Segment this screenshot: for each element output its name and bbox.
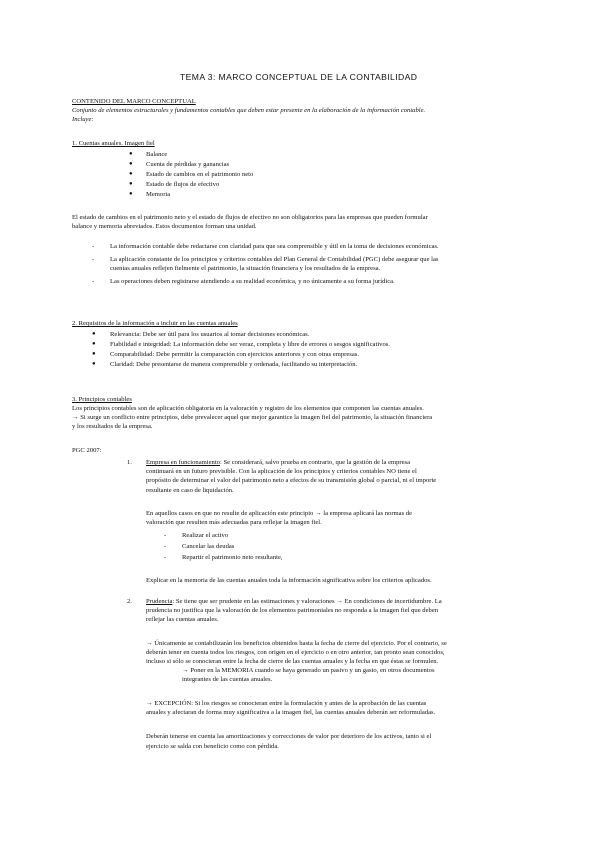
principle-text: → Poner en la MEMORIA cuando se haya generado un pasivo y un gasto, en otros documentos — [182, 667, 435, 674]
section-heading-cuentas-anuales: 1. Cuentas anuales. Imagen fiel — [72, 140, 155, 147]
paragraph-line: y los resultados de la empresa. — [72, 423, 153, 430]
bullet-icon: ● — [92, 361, 96, 367]
list-item: Memoria — [146, 191, 171, 198]
list-item: Estado de flujos de efectivo — [146, 181, 220, 188]
dash-item: La información contable debe redactarse con claridad para que sea comprensible y útil en la toma de decisiones económicas. — [110, 243, 439, 250]
principle-text: reflejar las cuentas anuales. — [146, 616, 219, 623]
principle-text: → Únicamente se contabilizarán los beneficios obtenidos hasta la fecha de cierre del ejercicio. Por el contrario, se — [146, 640, 447, 647]
principle-text: prudencia no justifica que la valoración de los elementos patrimoniales no responda a la imagen fiel que deben — [146, 607, 439, 614]
list-item: Relevancia: Debe ser útil para los usuarios al tomar decisiones económicas. — [110, 331, 310, 338]
list-item: Cuenta de pérdidas y ganancias — [146, 161, 230, 168]
principle-text: : Se tiene que ser prudente en las estimaciones y valoraciones → En condiciones de incertidumbre. La — [172, 598, 442, 605]
bullet-icon: ● — [129, 171, 133, 177]
sub-item: Cancelar las deudas — [182, 543, 235, 550]
dash-marker: - — [164, 543, 167, 550]
principle-text: Deberán tenerse en cuenta las amortizaciones y correcciones de valor por deterioro de los activos, tanto si el — [146, 733, 432, 740]
dash-marker: - — [164, 554, 167, 561]
dash-item: La aplicación constante de los principios y criterios contables del Plan General de Contabilidad (PGC) debe asegurar que las — [110, 256, 439, 263]
principle-text: incluso si sólo se conocieran entre la fecha de cierre de las cuentas anuales y la fecha en que éstas se formulen. — [146, 658, 439, 665]
bullet-icon: ● — [129, 151, 133, 157]
principle-text: anuales y afectaran de forma muy significativa a la imagen fiel, las cuentas anuales deberán ser reformuladas. — [146, 709, 436, 716]
principle-text: continuará en un futuro previsible. Con la aplicación de los principios y criterios contables NO tiene el — [146, 468, 417, 475]
bullet-icon: ● — [92, 331, 96, 337]
bullet-icon: ● — [129, 161, 133, 167]
intro-incluye: Incluye: — [72, 116, 94, 123]
pgc-label: PGC 2007: — [72, 447, 102, 454]
bullet-icon: ● — [129, 181, 133, 187]
principle-text: integrantes de las cuentas anuales. — [182, 676, 273, 683]
principle-text: deberán tener en cuenta todos los riesgos, con origen en el ejercicio o en otro anterior, tan pronto sean conocidos, — [146, 649, 445, 656]
principle-text: valoración que resulten más adecuadas para reflejar la imagen fiel. — [146, 519, 322, 526]
dash-marker: - — [92, 243, 95, 250]
principle-text: En aquellos casos en que no resulte de aplicación este principio → la empresa aplicará las normas de — [146, 510, 413, 517]
bullet-icon: ● — [92, 341, 96, 347]
list-item: Claridad: Debe presentarse de manera comprensible y ordenada, facilitando su interpretación. — [110, 361, 358, 368]
intro-line: Conjunto de elementos estructurales y fundamentos contables que deben estar presente en la elaboración de la información contable. — [72, 107, 426, 114]
principle-text: propósito de determinar el valor del patrimonio neto a efectos de su transmisión global o parcial, ni el importe — [146, 477, 437, 484]
section-heading-contenido: CONTENIDO DEL MARCO CONCEPTUAL — [72, 98, 196, 105]
principle-label: Empresa en funcionamiento — [146, 459, 220, 466]
dash-marker: - — [92, 256, 95, 263]
list-item: Estado de cambios en el patrimonio neto — [146, 171, 254, 178]
principle-text: Explicar en la memoria de las cuentas anuales toda la información significativa sobre los criterios aplicados. — [146, 577, 432, 584]
principle-text: resultante en caso de liquidación. — [146, 487, 234, 494]
bullet-icon: ● — [92, 351, 96, 357]
dash-marker: - — [164, 532, 167, 539]
dash-item-continued: cuentas anuales reflejen fielmente el patrimonio, la situación financiera y los resultados de la empresa. — [110, 265, 381, 272]
principle-text: ejercicio se salda con beneficio como con pérdida. — [146, 743, 279, 750]
list-item: Fiabilidad e integridad: La información debe ser veraz, completa y libre de errores o sesgos significativos. — [110, 341, 390, 348]
page-title: TEMA 3: MARCO CONCEPTUAL DE LA CONTABILIDAD — [180, 72, 418, 82]
dash-item: Las operaciones deben registrarse atendiendo a su realidad económica, y no únicamente a su forma jurídica. — [110, 278, 395, 285]
principle-number: 2. — [127, 598, 132, 605]
list-item: Balance — [146, 151, 168, 158]
sub-item: Repartir el patrimonio neto resultante, — [182, 554, 283, 561]
principle-text: : Se considerará, salvo prueba en contrario, que la gestión de la empresa — [219, 459, 411, 466]
section-heading-requisitos: 2. Requisitos de la información a incluir en las cuentas anuales — [72, 320, 238, 327]
paragraph-line: El estado de cambios en el patrimonio neto y el estado de flujos de efectivo no son obligatorios para las empresas que pueden formular — [72, 214, 428, 221]
paragraph-line: → Si surge un conflicto entre principios, debe prevalecer aquel que mejor garantice la imagen fiel del patrimonio, la situación financiera — [72, 414, 433, 421]
dash-marker: - — [92, 278, 95, 285]
bullet-icon: ● — [129, 191, 133, 197]
principle-label: Prudencia — [146, 598, 173, 605]
paragraph-line: balance y memoria abreviados. Estos documentos forman una unidad. — [72, 223, 257, 230]
section-heading-principios: 3. Principios contables — [72, 396, 132, 403]
principle-number: 1. — [127, 459, 132, 466]
paragraph-line: Los principios contables son de aplicación obligatoria en la valoración y registro de los elementos que componen las cuentas anuales. — [72, 405, 424, 412]
sub-item: Realizar el activo — [182, 532, 229, 539]
list-item: Comparabilidad: Debe permitir la comparación con ejercicios anteriores y con otras empresas. — [110, 351, 360, 358]
principle-text: → EXCEPCIÓN: Si los riesgos se conocieran entre la formulación y antes de la aprobación de las cuentas — [146, 700, 427, 707]
